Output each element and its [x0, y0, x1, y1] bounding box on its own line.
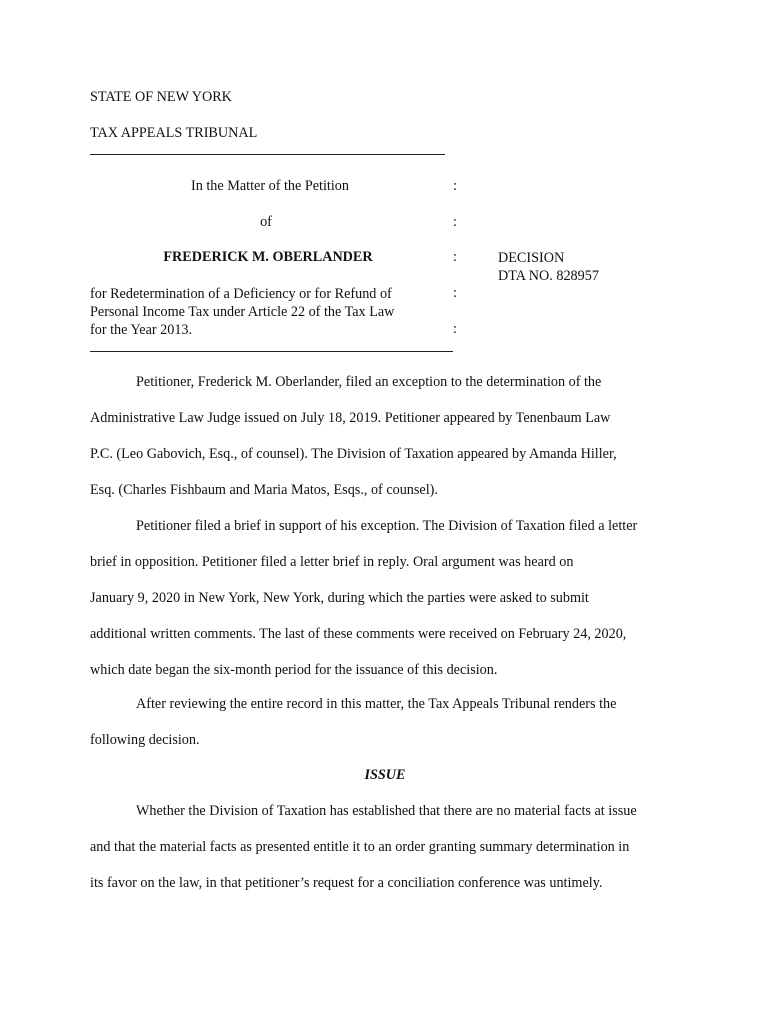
paragraph-line: its favor on the law, in that petitioner’s request for a conciliation conference was untimely. [90, 875, 603, 891]
petitioner-name: FREDERICK M. OBERLANDER [163, 249, 373, 265]
paragraph-line: After reviewing the entire record in this matter, the Tax Appeals Tribunal renders the [136, 696, 617, 712]
paragraph-line: Whether the Division of Taxation has established that there are no material facts at issue [136, 803, 637, 819]
caption-colon: : [453, 285, 457, 301]
caption-colon: : [453, 321, 457, 337]
caption-purpose-line: Personal Income Tax under Article 22 of the Tax Law [90, 304, 395, 320]
caption-purpose-line: for Redetermination of a Deficiency or for Refund of [90, 286, 392, 302]
decision-block [498, 249, 599, 285]
paragraph-briefs [90, 508, 690, 688]
paragraph-line: Esq. (Charles Fishbaum and Maria Matos, Esqs., of counsel). [90, 482, 438, 498]
caption-purpose-line: for the Year 2013. [90, 322, 193, 338]
paragraph-line: Administrative Law Judge issued on July 18, 2019. Petitioner appeared by Tenenbaum Law [90, 410, 611, 426]
caption-top-rule [90, 154, 445, 155]
caption-of: of [260, 214, 272, 230]
issue-heading: ISSUE [364, 767, 406, 783]
caption-colon: : [453, 178, 457, 194]
caption-colon: : [453, 249, 457, 265]
paragraph-line: brief in opposition. Petitioner filed a letter brief in reply. Oral argument was heard on [90, 554, 574, 570]
state-heading: STATE OF NEW YORK [90, 89, 232, 105]
paragraph-line: and that the material facts as presented entitle it to an order granting summary determination in [90, 839, 630, 855]
paragraph-line: Petitioner filed a brief in support of his exception. The Division of Taxation filed a letter [136, 518, 638, 534]
caption-bottom-rule [90, 351, 453, 352]
dta-number: DTA NO. 828957 [498, 268, 599, 284]
paragraph-line: additional written comments. The last of these comments were received on February 24, 2020, [90, 626, 627, 642]
paragraph-review [90, 686, 690, 758]
paragraph-line: following decision. [90, 732, 200, 748]
paragraph-line: P.C. (Leo Gabovich, Esq., of counsel). The Division of Taxation appeared by Amanda Hiller, [90, 446, 617, 462]
paragraph-appearances [90, 364, 690, 508]
decision-label: DECISION [498, 250, 565, 266]
caption-purpose [90, 285, 394, 339]
tribunal-heading: TAX APPEALS TRIBUNAL [90, 125, 258, 141]
paragraph-line: Petitioner, Frederick M. Oberlander, filed an exception to the determination of the [136, 374, 602, 390]
caption-matter: In the Matter of the Petition [191, 178, 349, 194]
paragraph-issue [90, 793, 690, 901]
paragraph-line: which date began the six-month period for the issuance of this decision. [90, 662, 498, 678]
paragraph-line: January 9, 2020 in New York, New York, during which the parties were asked to submit [90, 590, 589, 606]
caption-colon: : [453, 214, 457, 230]
